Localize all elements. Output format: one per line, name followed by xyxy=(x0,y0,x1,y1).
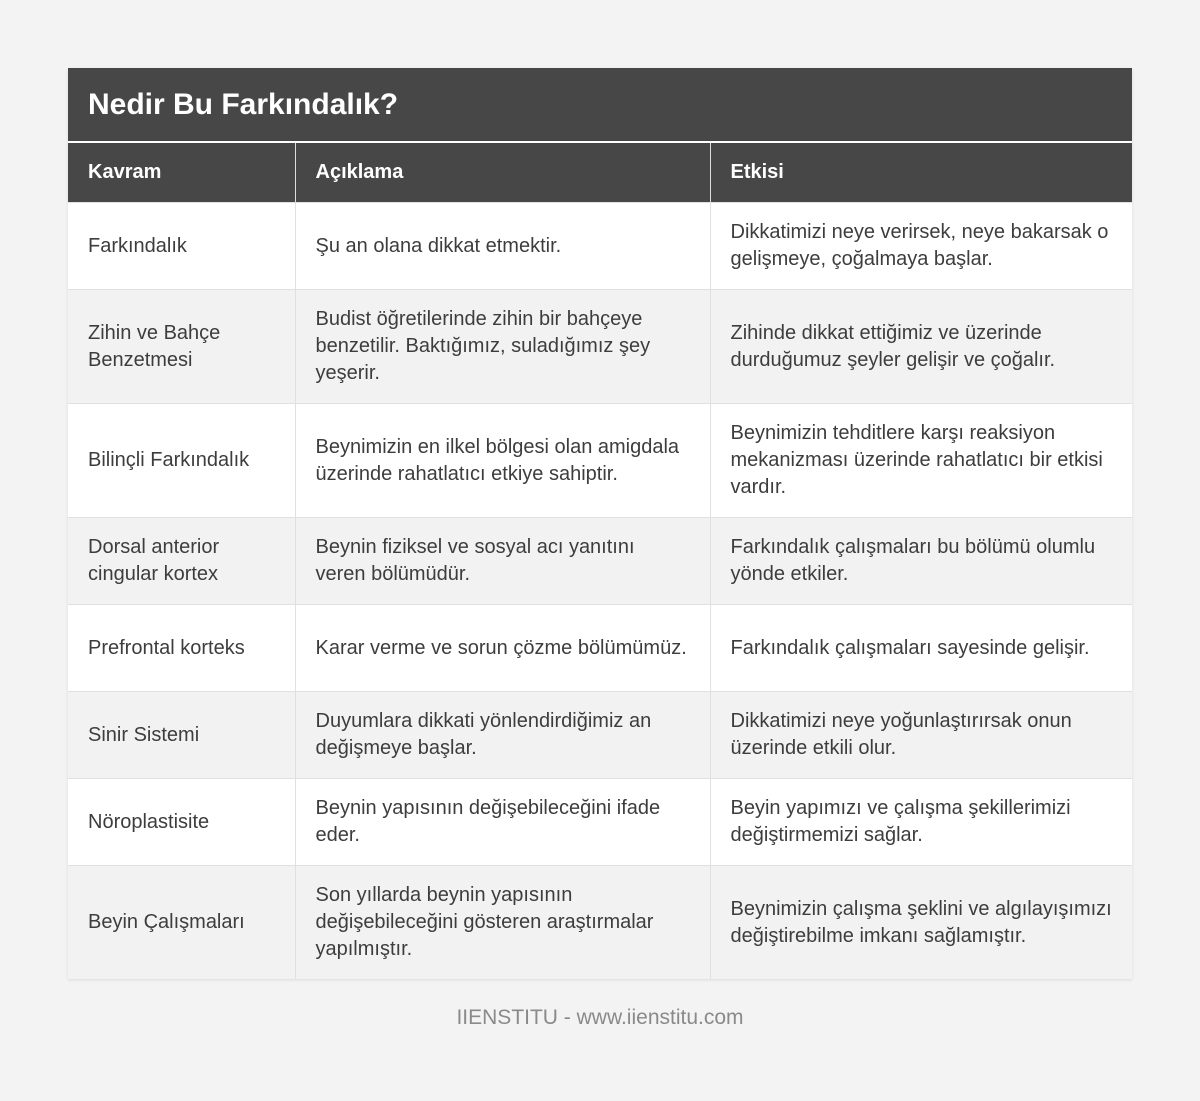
table-row xyxy=(68,779,1132,866)
table-row xyxy=(68,605,1132,692)
cell-kavram: Dorsal anterior cingular kortex xyxy=(68,518,295,605)
cell-etkisi: Beynimizin çalışma şeklini ve algılayışımızı değiştirebilme imkanı sağlamıştır. xyxy=(710,866,1132,980)
footer-credit: IIENSTITU - www.iienstitu.com xyxy=(456,1006,744,1029)
column-header-aciklama: Açıklama xyxy=(295,143,710,203)
table-title: Nedir Bu Farkındalık? xyxy=(68,68,1132,143)
cell-aciklama: Karar verme ve sorun çözme bölümümüz. xyxy=(295,605,710,692)
table-row xyxy=(68,866,1132,980)
cell-kavram: Sinir Sistemi xyxy=(68,692,295,779)
cell-kavram: Prefrontal korteks xyxy=(68,605,295,692)
concept-table xyxy=(68,143,1132,979)
table-row xyxy=(68,404,1132,518)
cell-etkisi: Beyin yapımızı ve çalışma şekillerimizi değiştirmemizi sağlar. xyxy=(710,779,1132,866)
cell-kavram: Farkındalık xyxy=(68,203,295,290)
cell-aciklama: Beynin yapısının değişebileceğini ifade eder. xyxy=(295,779,710,866)
cell-kavram: Beyin Çalışmaları xyxy=(68,866,295,980)
column-header-kavram: Kavram xyxy=(68,143,295,203)
cell-kavram: Zihin ve Bahçe Benzetmesi xyxy=(68,290,295,404)
cell-aciklama: Budist öğretilerinde zihin bir bahçeye benzetilir. Baktığımız, suladığımız şey yeşerir. xyxy=(295,290,710,404)
cell-aciklama: Beynin fiziksel ve sosyal acı yanıtını veren bölümüdür. xyxy=(295,518,710,605)
cell-kavram: Bilinçli Farkındalık xyxy=(68,404,295,518)
table-row xyxy=(68,692,1132,779)
cell-aciklama: Beynimizin en ilkel bölgesi olan amigdala üzerinde rahatlatıcı etkiye sahiptir. xyxy=(295,404,710,518)
cell-etkisi: Dikkatimizi neye yoğunlaştırırsak onun üzerinde etkili olur. xyxy=(710,692,1132,779)
table-row xyxy=(68,518,1132,605)
cell-aciklama: Son yıllarda beynin yapısının değişebileceğini gösteren araştırmalar yapılmıştır. xyxy=(295,866,710,980)
cell-etkisi: Beynimizin tehditlere karşı reaksiyon mekanizması üzerinde rahatlatıcı bir etkisi vardır. xyxy=(710,404,1132,518)
cell-aciklama: Şu an olana dikkat etmektir. xyxy=(295,203,710,290)
table-header-row xyxy=(68,143,1132,203)
cell-etkisi: Farkındalık çalışmaları sayesinde gelişir. xyxy=(710,605,1132,692)
table-row xyxy=(68,290,1132,404)
cell-kavram: Nöroplastisite xyxy=(68,779,295,866)
cell-etkisi: Farkındalık çalışmaları bu bölümü olumlu yönde etkiler. xyxy=(710,518,1132,605)
cell-etkisi: Zihinde dikkat ettiğimiz ve üzerinde durduğumuz şeyler gelişir ve çoğalır. xyxy=(710,290,1132,404)
cell-aciklama: Duyumlara dikkati yönlendirdiğimiz an değişmeye başlar. xyxy=(295,692,710,779)
cell-etkisi: Dikkatimizi neye verirsek, neye bakarsak o gelişmeye, çoğalmaya başlar. xyxy=(710,203,1132,290)
table-row xyxy=(68,203,1132,290)
table-card xyxy=(68,68,1132,979)
column-header-etkisi: Etkisi xyxy=(710,143,1132,203)
